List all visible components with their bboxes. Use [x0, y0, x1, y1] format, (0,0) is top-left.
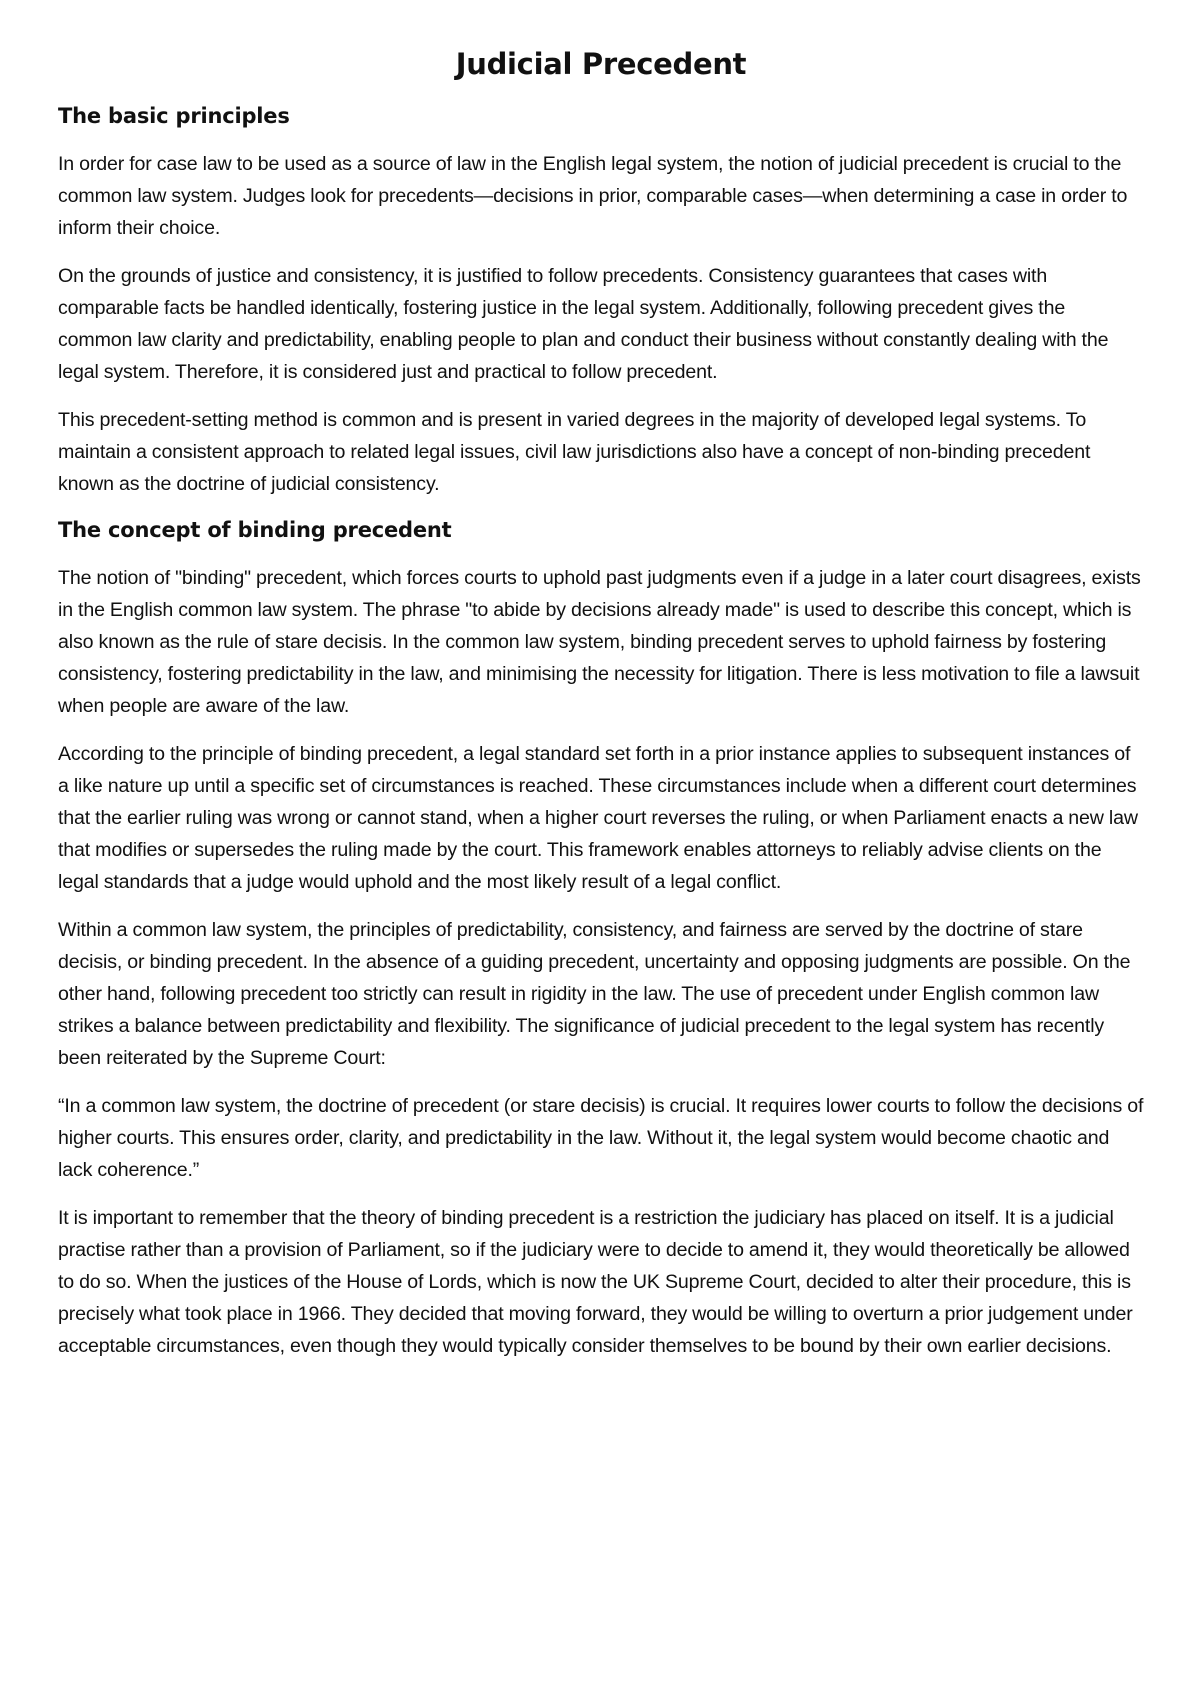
- paragraph: In order for case law to be used as a source of law in the English legal system, the notion of judicial precedent is crucial to the common law system. Judges look for precedents—decisions in prior, comparable cases—when determining a case in order to inform their choice.: [58, 153, 1128, 239]
- quote-paragraph: “In a common law system, the doctrine of precedent (or stare decisis) is crucial. It requires lower courts to follow the decisions of higher courts. This ensures order, clarity, and predictability in the law. Without it, the legal system would become chaotic and lack coherence.”: [58, 1095, 1144, 1181]
- paragraph: On the grounds of justice and consistency, it is justified to follow precedents. Consistency guarantees that cases with comparable facts be handled identically, fostering justice in the legal system. Additionally, following precedent gives the common law clarity and predictability, enabling people to plan and conduct their business without constantly dealing with the legal system. Therefore, it is considered just and practical to follow precedent.: [58, 265, 1109, 383]
- paragraph: Within a common law system, the principles of predictability, consistency, and fairness are served by the doctrine of stare decisis, or binding precedent. In the absence of a guiding precedent, uncertainty and opposing judgments are possible. On the other hand, following precedent too strictly can result in rigidity in the law. The use of precedent under English common law strikes a balance between predictability and flexibility. The significance of judicial precedent to the legal system has recently been reiterated by the Supreme Court:: [58, 919, 1131, 1069]
- document-title: Judicial Precedent: [455, 47, 747, 81]
- section-heading: The basic principles: [58, 104, 290, 128]
- section-basic-principles: [58, 102, 1144, 500]
- paragraph: This precedent-setting method is common and is present in varied degrees in the majority of developed legal systems. To maintain a consistent approach to related legal issues, civil law jurisdictions also have a concept of non-binding precedent known as the doctrine of judicial consistency.: [58, 409, 1091, 495]
- section-heading: The concept of binding precedent: [58, 518, 452, 542]
- paragraph: According to the principle of binding precedent, a legal standard set forth in a prior instance applies to subsequent instances of a like nature up until a specific set of circumstances is reached. These circumstances include when a different court determines that the earlier ruling was wrong or cannot stand, when a higher court reverses the ruling, or when Parliament enacts a new law that modifies or supersedes the ruling made by the court. This framework enables attorneys to reliably advise clients on the legal standards that a judge would uphold and the most likely result of a legal conflict.: [58, 743, 1138, 893]
- section-binding-precedent: [58, 516, 1144, 1362]
- paragraph: It is important to remember that the theory of binding precedent is a restriction the judiciary has placed on itself. It is a judicial practise rather than a provision of Parliament, so if the judiciary were to decide to amend it, they would theoretically be allowed to do so. When the justices of the House of Lords, which is now the UK Supreme Court, decided to alter their procedure, this is precisely what took place in 1966. They decided that moving forward, they would be willing to overturn a prior judgement under acceptable circumstances, even though they would typically consider themselves to be bound by their own earlier decisions.: [58, 1207, 1133, 1357]
- paragraph: The notion of "binding" precedent, which forces courts to uphold past judgments even if a judge in a later court disagrees, exists in the English common law system. The phrase "to abide by decisions already made" is used to describe this concept, which is also known as the rule of stare decisis. In the common law system, binding precedent serves to uphold fairness by fostering consistency, fostering predictability in the law, and minimising the necessity for litigation. There is less motivation to file a lawsuit when people are aware of the law.: [58, 567, 1141, 717]
